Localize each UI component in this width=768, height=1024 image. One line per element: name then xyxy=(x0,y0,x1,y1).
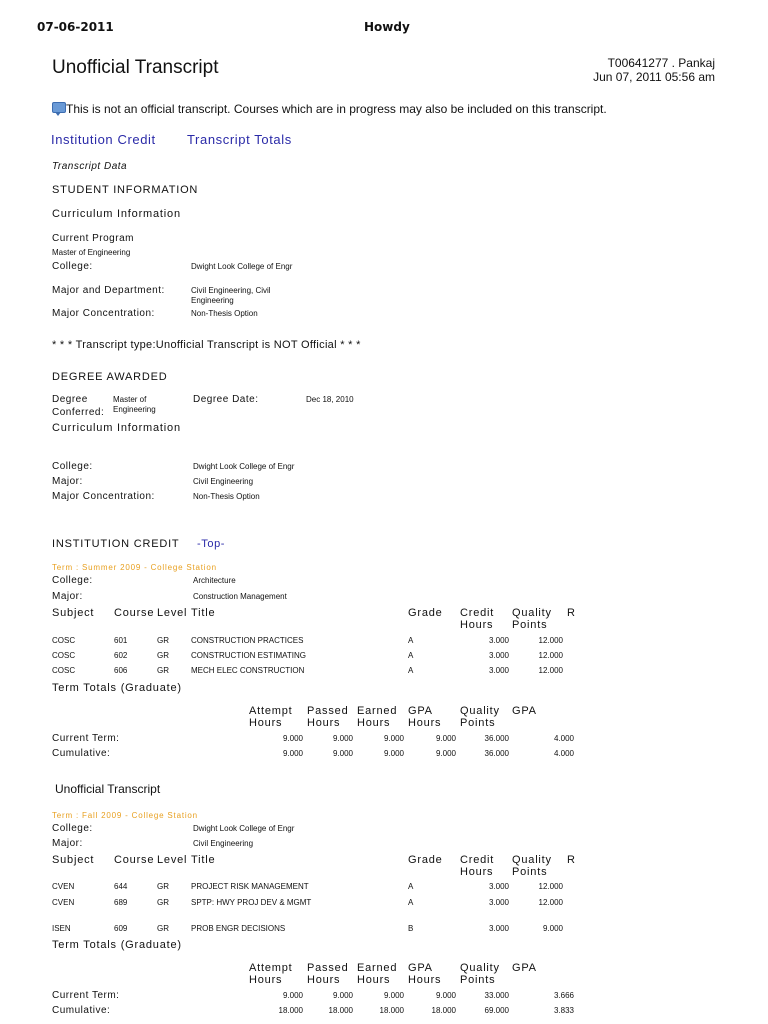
current-gpa-hours: 9.000 xyxy=(435,991,456,1000)
current-attempt: 9.000 xyxy=(282,734,303,743)
current-quality: 36.000 xyxy=(484,734,509,743)
row-course: 609 xyxy=(114,924,128,933)
cumulative-gpa: 4.000 xyxy=(553,749,574,758)
degree-major-value: Civil Engineering xyxy=(193,477,254,486)
row-course: 689 xyxy=(114,898,128,907)
row-quality: 12.000 xyxy=(538,898,563,907)
print-date: 07-06-2011 xyxy=(37,20,114,34)
col-r: R xyxy=(567,854,576,866)
cumulative-label: Cumulative: xyxy=(52,1005,111,1016)
major-department-label: Major and Department: xyxy=(52,285,165,296)
degree-conferred-value: Master of Engineering xyxy=(113,395,156,414)
row-subject: ISEN xyxy=(52,924,71,933)
degree-curriculum-heading: Curriculum Information xyxy=(52,422,181,434)
cumulative-earned: 18.000 xyxy=(379,1006,404,1015)
degree-concentration-label: Major Concentration: xyxy=(52,491,155,502)
row-quality: 12.000 xyxy=(538,651,563,660)
top-link[interactable]: -Top- xyxy=(197,538,226,550)
major-concentration-label: Major Concentration: xyxy=(52,308,155,319)
row-course: 644 xyxy=(114,882,128,891)
transcript-type-banner: * * * Transcript type:Unofficial Transcript is NOT Official * * * xyxy=(52,339,361,351)
row-credit: 3.000 xyxy=(488,898,509,907)
degree-date-label: Degree Date: xyxy=(193,394,259,405)
col-title: Title xyxy=(191,607,216,619)
cumulative-passed: 9.000 xyxy=(332,749,353,758)
row-title: PROJECT RISK MANAGEMENT xyxy=(191,882,309,891)
term-major-value: Civil Engineering xyxy=(193,839,254,848)
row-credit: 3.000 xyxy=(488,882,509,891)
transcript-data-caption: Transcript Data xyxy=(52,161,128,172)
row-course: 602 xyxy=(114,651,128,660)
current-quality: 33.000 xyxy=(484,991,509,1000)
col-grade: Grade xyxy=(408,607,443,619)
institution-credit-heading: INSTITUTION CREDIT xyxy=(52,538,180,550)
row-grade: A xyxy=(408,636,414,645)
row-course: 606 xyxy=(114,666,128,675)
degree-date-value: Dec 18, 2010 xyxy=(306,395,354,404)
row-credit: 3.000 xyxy=(488,924,509,933)
cumulative-gpa: 3.833 xyxy=(553,1006,574,1015)
major-concentration-value: Non-Thesis Option xyxy=(191,309,258,318)
degree-concentration-value: Non-Thesis Option xyxy=(193,492,260,501)
degree-college-value: Dwight Look College of Engr xyxy=(193,462,295,471)
page-break-title: Unofficial Transcript xyxy=(55,782,161,796)
row-subject: COSC xyxy=(52,636,76,645)
col-earned-hours: Earned Hours xyxy=(357,962,398,986)
term-major-value: Construction Management xyxy=(193,592,287,601)
row-subject: CVEN xyxy=(52,898,75,907)
row-course: 601 xyxy=(114,636,128,645)
col-gpa: GPA xyxy=(512,962,537,974)
col-r: R xyxy=(567,607,576,619)
col-gpa-hours: GPA Hours xyxy=(408,705,442,729)
row-level: GR xyxy=(157,666,169,675)
term-heading: Term : Summer 2009 - College Station xyxy=(52,563,217,572)
col-title: Title xyxy=(191,854,216,866)
col-quality-points: Quality Points xyxy=(512,854,552,878)
row-title: PROB ENGR DECISIONS xyxy=(191,924,286,933)
term-totals-heading: Term Totals (Graduate) xyxy=(52,939,182,951)
timestamp: Jun 07, 2011 05:56 am xyxy=(593,70,715,84)
row-grade: A xyxy=(408,882,414,891)
degree-college-label: College: xyxy=(52,461,93,472)
col-level: Level xyxy=(157,854,188,866)
student-information-heading: STUDENT INFORMATION xyxy=(52,184,199,196)
col-subject: Subject xyxy=(52,607,95,619)
row-grade: A xyxy=(408,898,414,907)
cumulative-quality: 69.000 xyxy=(484,1006,509,1015)
col-earned-hours: Earned Hours xyxy=(357,705,398,729)
current-term-label: Current Term: xyxy=(52,733,120,744)
row-title: MECH ELEC CONSTRUCTION xyxy=(191,666,305,675)
term-college-label: College: xyxy=(52,823,93,834)
col-attempt-hours: Attempt Hours xyxy=(249,705,293,729)
term-heading: Term : Fall 2009 - College Station xyxy=(52,811,198,820)
curriculum-information-heading: Curriculum Information xyxy=(52,208,181,220)
row-level: GR xyxy=(157,636,169,645)
row-quality: 12.000 xyxy=(538,636,563,645)
row-subject: CVEN xyxy=(52,882,75,891)
col-gpa: GPA xyxy=(512,705,537,717)
col-attempt-hours: Attempt Hours xyxy=(249,962,293,986)
term-college-value: Dwight Look College of Engr xyxy=(193,824,295,833)
institution-credit-link[interactable]: Institution Credit xyxy=(51,132,156,147)
col-gpa-hours: GPA Hours xyxy=(408,962,442,986)
degree-awarded-heading: DEGREE AWARDED xyxy=(52,371,168,383)
row-grade: B xyxy=(408,924,414,933)
row-quality: 9.000 xyxy=(542,924,563,933)
page-title: Unofficial Transcript xyxy=(52,57,219,78)
cumulative-gpa-hours: 18.000 xyxy=(431,1006,456,1015)
row-level: GR xyxy=(157,924,169,933)
transcript-totals-link[interactable]: Transcript Totals xyxy=(187,132,292,147)
row-level: GR xyxy=(157,651,169,660)
current-earned: 9.000 xyxy=(383,734,404,743)
cumulative-attempt: 9.000 xyxy=(282,749,303,758)
cumulative-quality: 36.000 xyxy=(484,749,509,758)
current-gpa-hours: 9.000 xyxy=(435,734,456,743)
col-subject: Subject xyxy=(52,854,95,866)
transcript-notice: This is not an official transcript. Courses which are in progress may also be included on this transcript. xyxy=(66,102,607,116)
print-header-title: Howdy xyxy=(364,20,410,34)
info-note-icon xyxy=(52,102,66,113)
col-total-quality-points: Quality Points xyxy=(460,705,500,729)
degree-major-label: Major: xyxy=(52,476,83,487)
current-program-value: Master of Engineering xyxy=(52,248,131,257)
college-label: College: xyxy=(52,261,93,272)
current-gpa: 4.000 xyxy=(553,734,574,743)
current-program-label: Current Program xyxy=(52,233,134,244)
row-level: GR xyxy=(157,898,169,907)
cumulative-label: Cumulative: xyxy=(52,748,111,759)
major-department-value: Civil Engineering, Civil Engineering xyxy=(191,286,271,305)
col-quality-points: Quality Points xyxy=(512,607,552,631)
term-major-label: Major: xyxy=(52,591,83,602)
row-quality: 12.000 xyxy=(538,882,563,891)
cumulative-gpa-hours: 9.000 xyxy=(435,749,456,758)
col-grade: Grade xyxy=(408,854,443,866)
col-credit-hours: Credit Hours xyxy=(460,607,495,631)
col-passed-hours: Passed Hours xyxy=(307,705,349,729)
degree-conferred-label: Degree Conferred: xyxy=(52,394,105,418)
row-grade: A xyxy=(408,666,414,675)
col-credit-hours: Credit Hours xyxy=(460,854,495,878)
cumulative-earned: 9.000 xyxy=(383,749,404,758)
col-total-quality-points: Quality Points xyxy=(460,962,500,986)
row-level: GR xyxy=(157,882,169,891)
col-course: Course xyxy=(114,854,155,866)
current-passed: 9.000 xyxy=(332,734,353,743)
current-earned: 9.000 xyxy=(383,991,404,1000)
student-id-name: T00641277 . Pankaj xyxy=(607,56,715,70)
term-major-label: Major: xyxy=(52,838,83,849)
current-attempt: 9.000 xyxy=(282,991,303,1000)
cumulative-passed: 18.000 xyxy=(328,1006,353,1015)
row-title: SPTP: HWY PROJ DEV & MGMT xyxy=(191,898,312,907)
col-passed-hours: Passed Hours xyxy=(307,962,349,986)
current-term-label: Current Term: xyxy=(52,990,120,1001)
term-totals-heading: Term Totals (Graduate) xyxy=(52,682,182,694)
row-grade: A xyxy=(408,651,414,660)
row-credit: 3.000 xyxy=(488,636,509,645)
col-level: Level xyxy=(157,607,188,619)
row-quality: 12.000 xyxy=(538,666,563,675)
current-passed: 9.000 xyxy=(332,991,353,1000)
row-subject: COSC xyxy=(52,651,76,660)
row-subject: COSC xyxy=(52,666,76,675)
term-college-value: Architecture xyxy=(193,576,236,585)
current-gpa: 3.666 xyxy=(553,991,574,1000)
row-title: CONSTRUCTION ESTIMATING xyxy=(191,651,306,660)
row-title: CONSTRUCTION PRACTICES xyxy=(191,636,304,645)
row-credit: 3.000 xyxy=(488,651,509,660)
term-college-label: College: xyxy=(52,575,93,586)
row-credit: 3.000 xyxy=(488,666,509,675)
college-value: Dwight Look College of Engr xyxy=(191,262,293,271)
col-course: Course xyxy=(114,607,155,619)
cumulative-attempt: 18.000 xyxy=(278,1006,303,1015)
